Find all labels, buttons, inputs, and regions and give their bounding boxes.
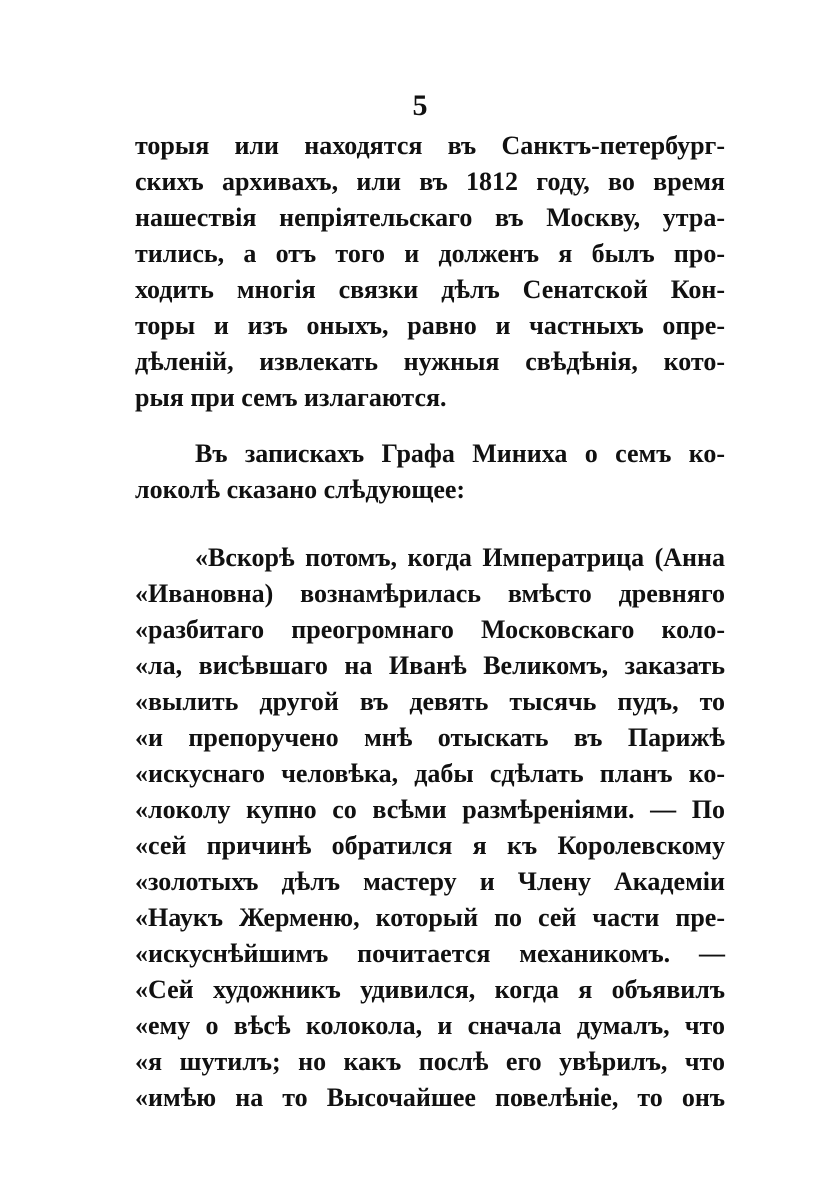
paragraph-minich-intro [135,436,725,508]
text-line: «вылить другой въ девять тысячь пудъ, то [135,687,725,716]
text-line: дѣленій, извлекать нужныя свѣдѣнія, кото- [135,347,725,376]
text-line: «золотыхъ дѣлъ мастеру и Члену Академіи [135,867,725,896]
text-line: тились, а отъ того и долженъ я былъ про- [135,239,725,268]
text-line: скихъ архивахъ, или въ 1812 году, во время [135,167,725,196]
text-line: «ла, висѣвшаго на Иванѣ Великомъ, заказать [135,651,725,680]
text-line: «Вскорѣ потомъ, когда Императрица (Анна [195,543,725,572]
text-line: рыя при семъ излагаются. [135,383,447,412]
text-line: «Ивановна) вознамѣрилась вмѣсто древняго [135,579,725,608]
text-line: Въ запискахъ Графа Миниха о семъ ко- [195,439,725,468]
text-line: «ему о вѣсѣ колокола, и сначала думалъ, что [135,1011,725,1040]
text-line: ходить многія связки дѣлъ Сенатской Кон- [135,275,725,304]
text-line: «Наукъ Жерменю, который по сей части пре- [135,903,725,932]
page-number: 5 [412,89,428,122]
text-line: «сей причинѣ обратился я къ Королевскому [135,831,725,860]
text-line: «и препоручено мнѣ отыскать въ Парижѣ [135,723,725,752]
text-line: локолѣ сказано слѣдующее: [135,475,466,504]
paragraph-minich-quote [135,540,725,1116]
text-line: «искуснаго человѣка, дабы сдѣлать планъ ко- [135,759,725,788]
text-line: «имѣю на то Высочайшее повелѣніе, то онъ [135,1083,725,1112]
text-line: торы и изъ оныхъ, равно и частныхъ опре- [135,311,725,340]
text-line: «локолу купно со всѣми размѣреніями. — По [135,795,725,824]
text-line: «Сей художникъ удивился, когда я объявилъ [135,975,725,1004]
text-line: «я шутилъ; но какъ послѣ его увѣрилъ, что [135,1047,725,1076]
paragraph-continuation [135,128,725,416]
text-line: «искуснѣйшимъ почитается механикомъ. — [135,939,725,968]
text-line: нашествія непріятельскаго въ Москву, утра- [135,203,725,232]
text-line: «разбитаго преогромнаго Московскаго коло- [135,615,725,644]
text-line: торыя или находятся въ Санктъ-петербург- [135,131,725,160]
